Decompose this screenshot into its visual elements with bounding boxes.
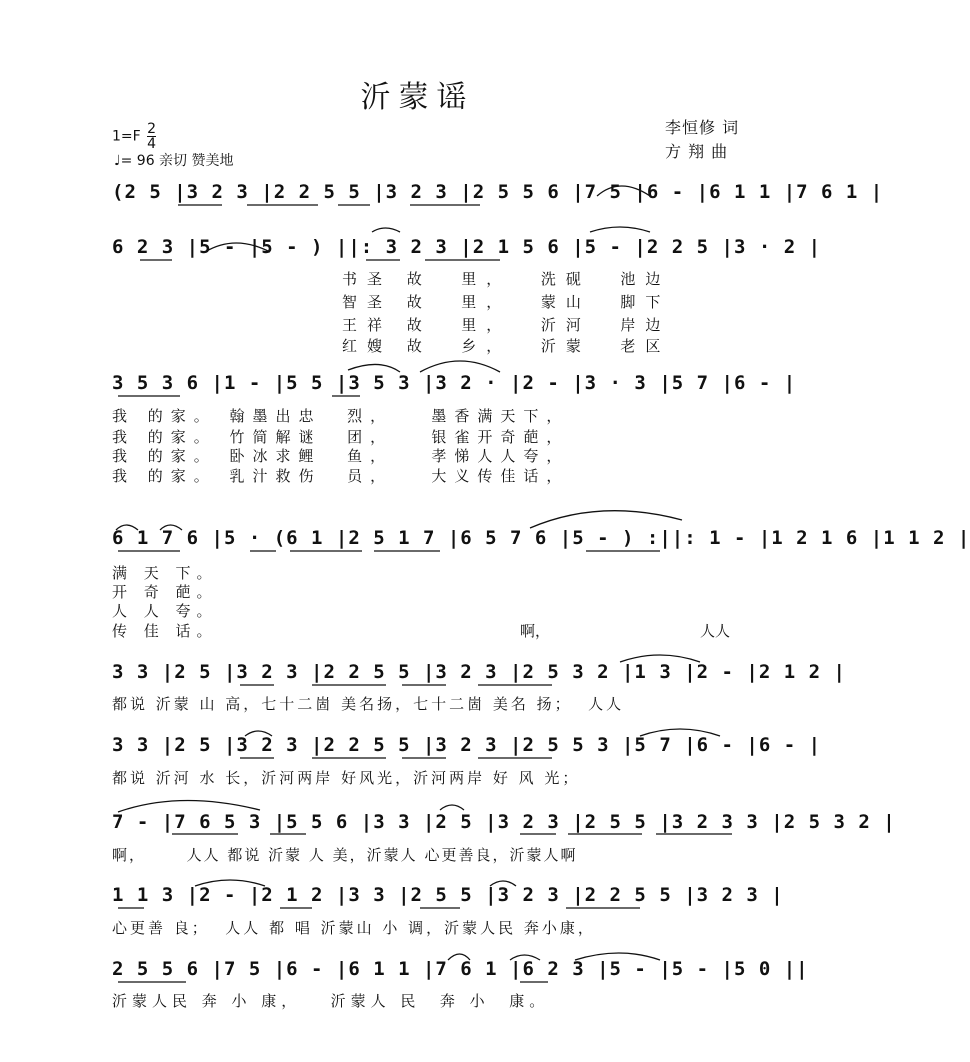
lyrics-renren: 人人	[700, 622, 731, 640]
lyrics-verse2-row-2: 我 的家。 竹简解谜 团， 银雀开奇葩，	[112, 428, 570, 446]
slur-arc	[490, 881, 516, 886]
lyricist-credit: 李恒修 词	[665, 118, 740, 137]
slur-arc	[205, 243, 270, 252]
slur-arc	[116, 525, 138, 530]
lyrics-ah: 啊，	[520, 622, 551, 640]
lyrics-verse-row-2: 智圣 故 里， 蒙山 脚下	[342, 293, 671, 311]
lyrics-verse2-row-3: 我 的家。 卧冰求鲤 鱼， 孝悌人人夸，	[112, 447, 570, 465]
lyrics-verse3-row-1: 满 天 下。	[112, 564, 218, 582]
lyrics-verse3-row-2: 开 奇 葩。	[112, 583, 218, 601]
staff-line-4: 6 1 7 6 |5 · (6 1 |2 5 1 7 |6 5 7 6 |5 - ) :||: 1 - |1 2 1 6 |1 1 2 |	[112, 527, 970, 549]
slur-arc	[597, 186, 650, 196]
lyrics-line-8: 沂蒙人民 奔 小 康， 沂蒙人 民 奔 小 康。	[112, 992, 550, 1010]
lyrics-line-5: 都说 沂河 水 长，沂河两岸 好风光，沂河两岸 好 风 光；	[112, 769, 581, 787]
lyrics-line-7: 心更善 良； 人人 都 唱 沂蒙山 小 调，沂蒙人民 奔小康，	[112, 919, 596, 937]
slur-arc	[195, 880, 265, 886]
lyrics-line-6: 啊， 人人 都说 沂蒙 人 美，沂蒙人 心更善良，沂蒙人啊	[112, 846, 578, 864]
time-signature: $\frac{2}{4}$	[147, 121, 157, 152]
staff-line-1: (2 5 |3 2 3 |2 2 5 5 |3 2 3 |2 5 5 6 |7 5 |6 - |6 1 1 |7 6 1 |	[112, 181, 884, 203]
quarter-note-icon: ♩	[114, 153, 121, 169]
slur-arc	[245, 731, 272, 736]
slur-arc	[575, 953, 660, 960]
slur-arc	[118, 800, 260, 812]
key-label: 1=F	[112, 128, 141, 145]
slur-arc	[640, 729, 720, 736]
lyrics-verse-row-3: 王祥 故 里， 沂河 岸边	[342, 316, 671, 334]
lyrics-verse2-row-4: 我 的家。 乳汁救伤 员， 大义传佳话，	[112, 467, 570, 485]
lyrics-verse-row-1: 书圣 故 里， 洗砚 池边	[342, 270, 671, 288]
composer-credit: 方 翔 曲	[665, 142, 729, 161]
lyrics-verse3-row-3: 人 人 夸。	[112, 602, 218, 620]
staff-line-2: 6 2 3 |5 - |5 - ) ||: 3 2 3 |2 1 5 6 |5 - |2 2 5 |3 · 2 |	[112, 236, 822, 258]
staff-line-6: 3 3 |2 5 |3 2 3 |2 2 5 5 |3 2 3 |2 5 5 3 |5 7 |6 - |6 - |	[112, 734, 822, 756]
staff-line-5: 3 3 |2 5 |3 2 3 |2 2 5 5 |3 2 3 |2 5 3 2 |1 3 |2 - |2 1 2 |	[112, 661, 846, 683]
tempo-text: = 96 亲切 赞美地	[120, 153, 234, 169]
slur-arc	[530, 511, 682, 528]
staff-line-9: 2 5 5 6 |7 5 |6 - |6 1 1 |7 6 1 |6 2 3 |5 - |5 - |5 0 ||	[112, 958, 809, 980]
slur-arc	[348, 364, 400, 372]
staff-line-7: 7 - |7 6 5 3 |5 5 6 |3 3 |2 5 |3 2 3 |2 5 5 |3 2 3 3 |2 5 3 2 |	[112, 811, 896, 833]
staff-line-8: 1 1 3 |2 - |2 1 2 |3 3 |2 5 5 |3 2 3 |2 2 5 5 |3 2 3 |	[112, 884, 784, 906]
slur-arc	[420, 361, 500, 372]
lyrics-line-4: 都说 沂蒙 山 高，七十二崮 美名扬，七十二崮 美名 扬； 人人	[112, 695, 625, 713]
slur-arc	[620, 655, 700, 662]
lyrics-verse2-row-1: 我 的家。 翰墨出忠 烈， 墨香满天下，	[112, 407, 570, 425]
slur-arc	[448, 954, 470, 960]
lyrics-verse-row-4: 红嫂 故 乡， 沂蒙 老区	[342, 337, 671, 355]
slur-arc	[590, 227, 650, 232]
lyrics-verse3-row-4: 传 佳 话。	[112, 622, 218, 640]
slur-arc	[160, 525, 182, 530]
slur-arc	[510, 955, 540, 960]
slur-arc	[440, 805, 464, 810]
slur-arc	[372, 228, 400, 232]
song-title: 沂蒙谣	[360, 80, 475, 115]
staff-line-3: 3 5 3 6 |1 - |5 5 |3 5 3 |3 2 · |2 - |3 · 3 |5 7 |6 - |	[112, 372, 797, 394]
